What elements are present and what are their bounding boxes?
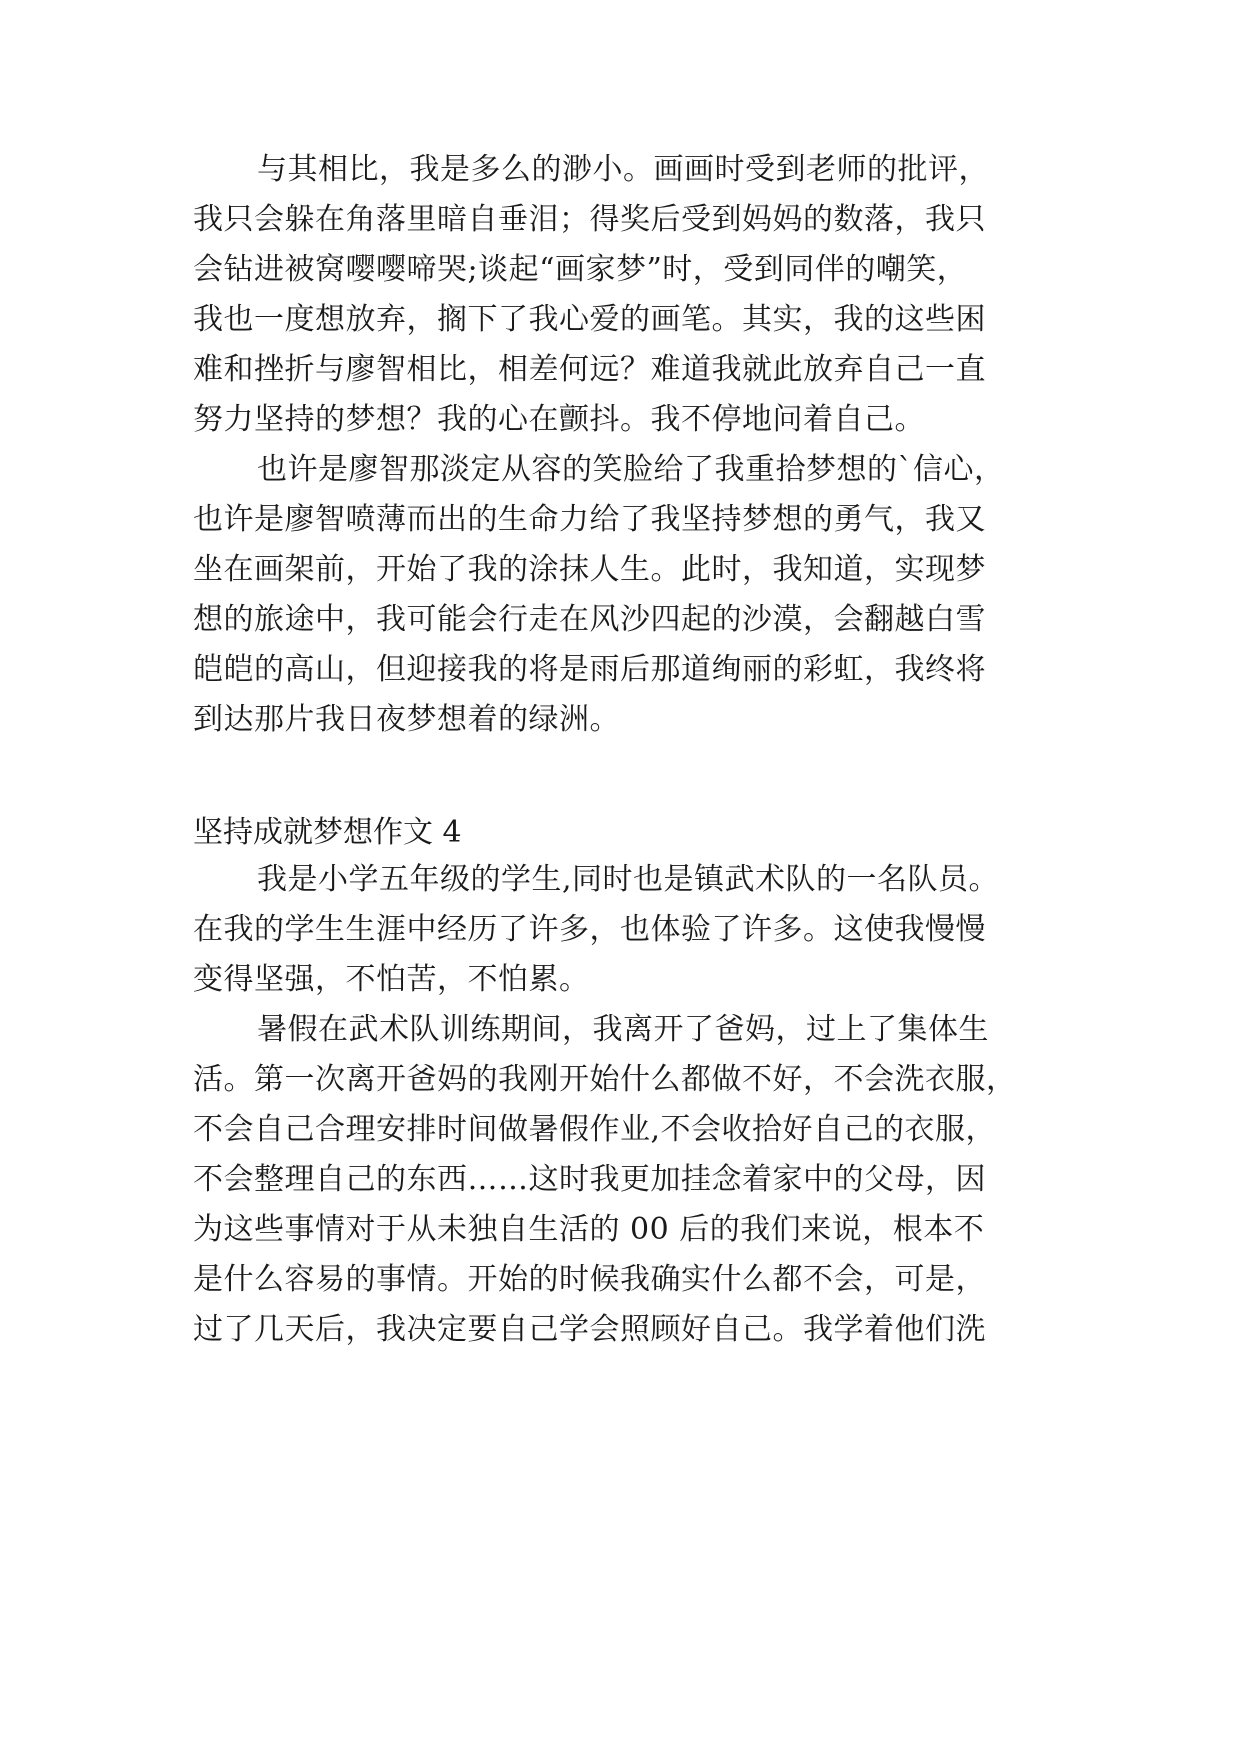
paragraph-line: 也许是廖智那淡定从容的笑脸给了我重拾梦想的`信心， [257,452,1005,487]
paragraph-line: 皑皑的高山，但迎接我的将是雨后那道绚丽的彩虹，我终将 [193,652,986,687]
paragraph-line: 难和挫折与廖智相比，相差何远？难道我就此放弃自己一直 [193,352,986,387]
paragraph-line: 为这些事情对于从未独自生活的 00 后的我们来说，根本不 [193,1212,985,1247]
paragraph-line: 在我的学生生涯中经历了许多，也体验了许多。这使我慢慢 [193,912,986,947]
paragraph-line: 想的旅途中，我可能会行走在风沙四起的沙漠，会翻越白雪 [193,602,986,637]
paragraph-line: 变得坚强，不怕苦，不怕累。 [193,962,590,997]
paragraph-line: 不会整理自己的东西……这时我更加挂念着家中的父母，因 [193,1162,986,1197]
paragraph-line: 与其相比，我是多么的渺小。画画时受到老师的批评， [257,152,989,187]
paragraph-line: 过了几天后，我决定要自己学会照顾好自己。我学着他们洗 [193,1312,986,1347]
paragraph-line: 活。第一次离开爸妈的我刚开始什么都做不好，不会洗衣服， [193,1062,1017,1097]
paragraph-line: 也许是廖智喷薄而出的生命力给了我坚持梦想的勇气，我又 [193,502,986,537]
section-heading: 坚持成就梦想作文 4 [193,815,462,850]
paragraph-line: 我是小学五年级的学生,同时也是镇武术队的一名队员。 [257,862,1000,897]
paragraph-line: 会钻进被窝嘤嘤啼哭;谈起“画家梦”时，受到同伴的嘲笑， [193,252,968,287]
paragraph-line: 努力坚持的梦想？我的心在颤抖。我不停地问着自己。 [193,402,925,437]
paragraph-line: 我也一度想放弃，搁下了我心爱的画笔。其实，我的这些困 [193,302,986,337]
paragraph-line: 我只会躲在角落里暗自垂泪；得奖后受到妈妈的数落，我只 [193,202,986,237]
paragraph-line: 是什么容易的事情。开始的时候我确实什么都不会，可是， [193,1262,986,1297]
paragraph-line: 暑假在武术队训练期间，我离开了爸妈，过上了集体生 [257,1012,989,1047]
paragraph-line: 坐在画架前，开始了我的涂抹人生。此时，我知道，实现梦 [193,552,986,587]
paragraph-line: 到达那片我日夜梦想着的绿洲。 [193,702,620,737]
paragraph-line: 不会自己合理安排时间做暑假作业,不会收拾好自己的衣服， [193,1112,997,1147]
